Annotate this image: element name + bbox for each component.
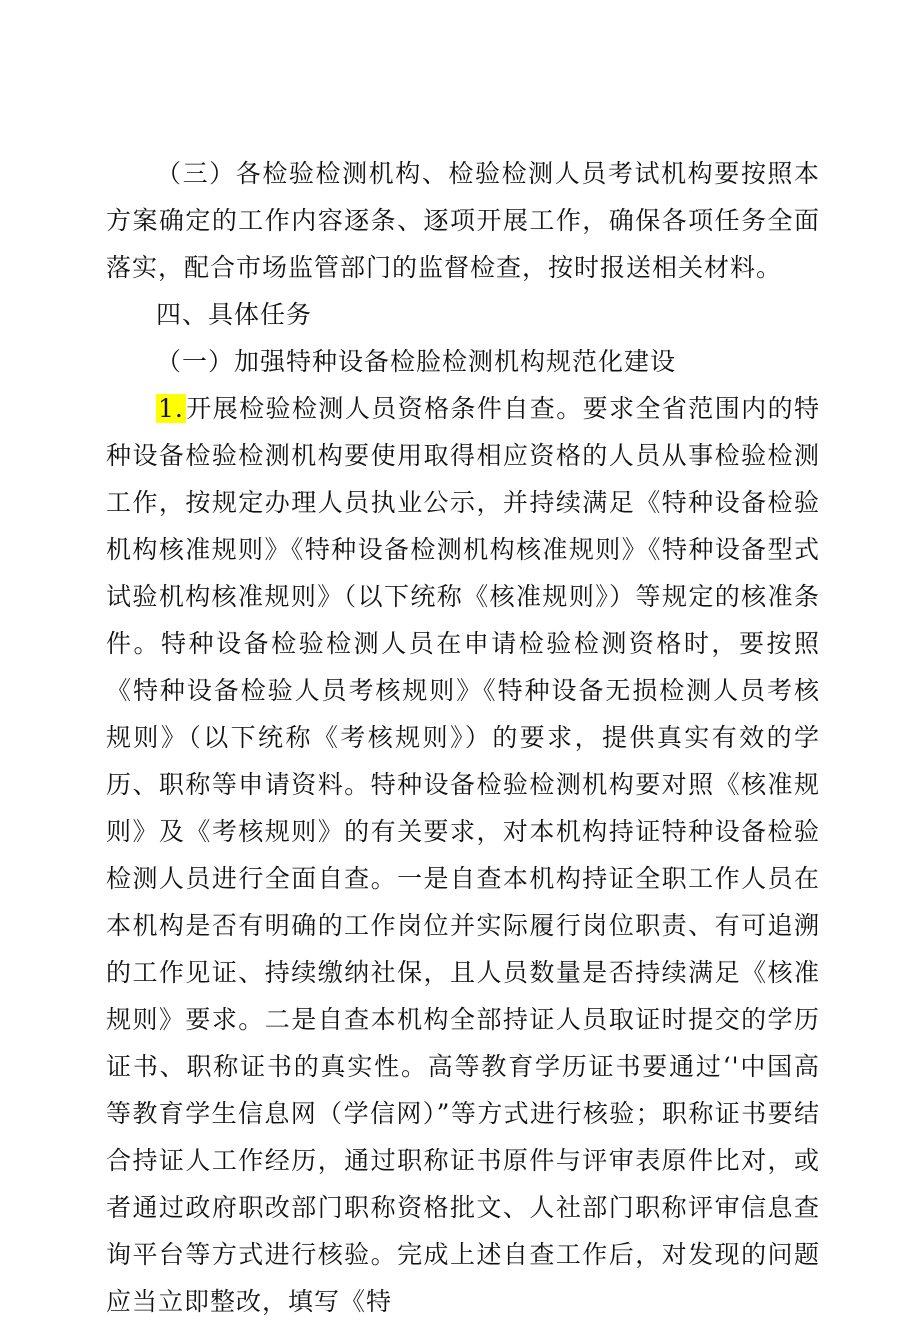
item-number-highlight: 1. bbox=[158, 394, 184, 423]
document-body bbox=[106, 150, 820, 1325]
paragraph-section-3: （三）各检验检测机构、检验检测人员考试机构要按照本方案确定的工作内容逐条、逐项开展工作，确保各项任务全面落实，配合市场监管部门的监督检查，按时报送相关材料。 bbox=[106, 159, 820, 282]
paragraph-item-1 bbox=[106, 385, 820, 1325]
subheading-standardization: （一）加强特种设备检脸检测机构规范化建设 bbox=[156, 347, 677, 376]
item-1-text: 开展检验检测人员资格条件自查。要求全省范围内的特种设备检验检测机构要使用取得相应资格的人员从事检验检测工作，按规定办理人员执业公示，并持续满足《特种设备检验机构核准规则》《特种设备检测机构核准规则》《特种设备型式试验机构核准规则》（以下统称《核准规则》）等规定的核准条件。特种设备检验检测人员在申请检验检测资格时，要按照《特种设备检验人员考核规则》《特种设备无损检测人员考核规则》（以下统称《考核规则》）的要求，提供真实有效的学历、职称等申请资料。特种设备检验检测机构要对照《核准规则》及《考核规则》的有关要求，对本机构持证特种设备检验检测人员进行全面自查。一是自查本机构持证全职工作人员在本机构是否有明确的工作岗位并实际履行岗位职责、有可追溯的工作见证、持续缴纳社保，且人员数量是否持续满足《核准规则》要求。二是自查本机构全部持证人员取证时提交的学历证书、职称证书的真实性。高等教育学历证书要通过‘'中国高等教育学生信息网（学信网）”等方式进行核验；职称证书要结合持证人工作经历，通过职称证书原件与评审表原件比对，或者通过政府职改部门职称资格批文、人社部门职称评审信息查询平台等方式进行核验。完成上述自查工作后，对发现的问题应当立即整改，填写《特 bbox=[106, 394, 820, 1316]
heading-specific-tasks: 四、具体任务 bbox=[156, 300, 313, 329]
